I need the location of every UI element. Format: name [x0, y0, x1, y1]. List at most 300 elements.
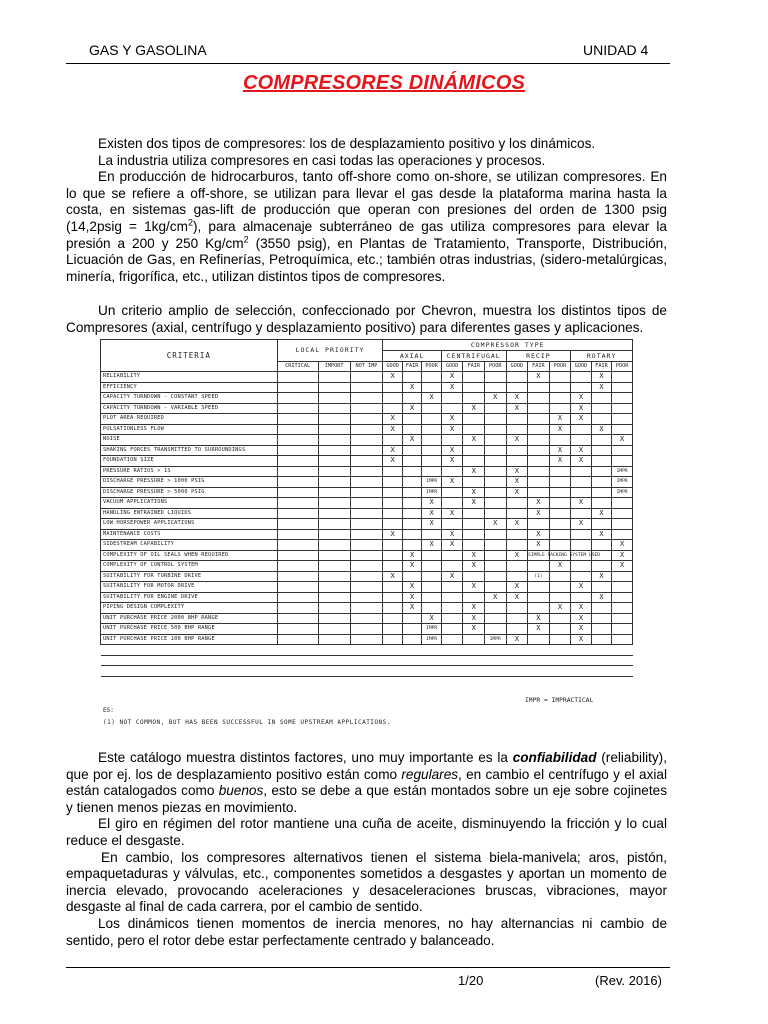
rating-cell	[463, 529, 485, 540]
priority-cell	[318, 414, 350, 425]
rating-cell	[549, 571, 571, 582]
rating-cell	[612, 613, 633, 624]
rating-cell	[422, 592, 442, 603]
rating-cell	[422, 603, 442, 614]
footer-rule	[66, 967, 670, 968]
rating-cell: X	[549, 561, 571, 572]
priority-cell	[277, 414, 318, 425]
rating-cell	[528, 435, 550, 446]
rating-cell	[484, 424, 506, 435]
rating-cell	[422, 456, 442, 467]
rating-cell	[441, 403, 463, 414]
rating-cell	[383, 613, 403, 624]
table-row	[101, 508, 633, 519]
rating-cell: X	[441, 445, 463, 456]
rating-cell	[484, 435, 506, 446]
confiabilidad-emphasis: confiabilidad	[512, 750, 597, 765]
rating-cell	[549, 592, 571, 603]
rating-cell: IMPR	[612, 466, 633, 477]
rating-cell	[506, 424, 528, 435]
criteria-label: PLOT AREA REQUIRED	[101, 414, 278, 425]
rating-sub-header: GOOD	[441, 362, 463, 372]
rating-cell	[383, 561, 403, 572]
compressor-type-header: COMPRESSOR TYPE	[383, 340, 633, 351]
rating-cell: X	[441, 477, 463, 488]
blank-cell	[591, 645, 612, 656]
blank-cell	[484, 645, 506, 656]
rating-cell	[528, 582, 550, 593]
rating-sub-header: POOR	[612, 362, 633, 372]
blank-cell	[549, 666, 571, 677]
rating-cell	[463, 592, 485, 603]
rating-cell: X	[402, 403, 422, 414]
rating-cell	[612, 445, 633, 456]
priority-cell	[318, 477, 350, 488]
blank-cell	[571, 655, 592, 666]
priority-cell	[277, 540, 318, 551]
rating-cell	[422, 582, 442, 593]
rating-cell	[549, 487, 571, 498]
rating-cell	[402, 445, 422, 456]
table-row	[101, 561, 633, 572]
priority-cell	[277, 403, 318, 414]
rating-cell: X	[441, 508, 463, 519]
rating-cell	[422, 571, 442, 582]
table-row	[101, 487, 633, 498]
rating-cell	[612, 571, 633, 582]
rating-cell: X	[528, 613, 550, 624]
criteria-label: SUITABILITY FOR MOTOR DRIVE	[101, 582, 278, 593]
priority-cell	[277, 582, 318, 593]
rating-cell	[441, 466, 463, 477]
rating-cell	[549, 393, 571, 404]
rating-cell	[528, 445, 550, 456]
priority-cell	[318, 393, 350, 404]
rating-cell: X	[506, 477, 528, 488]
rating-cell	[528, 603, 550, 614]
priority-cell	[350, 508, 383, 519]
blank-cell	[549, 655, 571, 666]
rating-cell	[463, 634, 485, 645]
rating-cell: X	[506, 550, 528, 561]
rating-cell: X	[591, 424, 612, 435]
rating-cell	[484, 414, 506, 425]
rating-cell: X	[463, 498, 485, 509]
blank-cell	[591, 666, 612, 677]
rating-cell: X	[591, 382, 612, 393]
rating-cell: X	[484, 519, 506, 530]
rating-cell	[463, 382, 485, 393]
criteria-table-scan	[100, 339, 635, 730]
priority-cell	[318, 592, 350, 603]
rating-cell	[441, 592, 463, 603]
rating-cell: X	[422, 613, 442, 624]
rating-cell	[383, 498, 403, 509]
rating-cell	[441, 393, 463, 404]
rating-cell	[591, 582, 612, 593]
rating-cell	[528, 477, 550, 488]
blank-cell	[277, 655, 318, 666]
blank-cell	[463, 666, 485, 677]
rating-cell	[506, 382, 528, 393]
criteria-label: FOUNDATION SIZE	[101, 456, 278, 467]
rating-cell	[612, 634, 633, 645]
priority-cell	[277, 624, 318, 635]
table-row	[101, 435, 633, 446]
rating-cell	[441, 550, 463, 561]
rating-cell	[422, 466, 442, 477]
rating-cell	[612, 382, 633, 393]
rating-cell	[549, 372, 571, 383]
rating-cell	[383, 393, 403, 404]
rating-cell	[383, 624, 403, 635]
criteria-label: CAPACITY TURNDOWN - VARIABLE SPEED	[101, 403, 278, 414]
rating-cell	[591, 519, 612, 530]
rating-cell: X	[571, 403, 592, 414]
rating-cell	[591, 445, 612, 456]
blank-cell	[277, 666, 318, 677]
rating-cell	[591, 498, 612, 509]
rating-cell	[441, 613, 463, 624]
rating-cell	[383, 592, 403, 603]
blank-cell	[422, 645, 442, 656]
rating-cell	[422, 445, 442, 456]
rating-cell: X	[549, 445, 571, 456]
intro-paragraph-1: Existen dos tipos de compresores: los de desplazamiento positivo y los dinámicos.	[98, 136, 596, 151]
priority-cell	[318, 529, 350, 540]
body-paragraph-3: En cambio, los compresores alternativos tienen el sistema biela-manivela; aros, pistón, empaquetaduras y válvulas, etc., componentes sometidos a desgastes y aportan un momento de inercia elevado, provocando aceleraciones y desaceleraciones bruscas, vibraciones, mayor desgaste al final de cada carrera, por el cambio de sentido.	[66, 849, 667, 915]
rating-cell	[591, 414, 612, 425]
blank-cell	[463, 655, 485, 666]
rating-cell	[441, 519, 463, 530]
rating-cell	[463, 456, 485, 467]
type-recip: RECIP	[506, 351, 571, 362]
rating-cell: X	[549, 414, 571, 425]
rating-cell	[571, 561, 592, 572]
priority-cell	[350, 466, 383, 477]
rating-cell: X	[463, 613, 485, 624]
rating-cell	[402, 424, 422, 435]
table-row	[101, 414, 633, 425]
priority-cell	[277, 561, 318, 572]
priority-cell	[277, 603, 318, 614]
rating-cell	[463, 508, 485, 519]
rating-cell	[571, 540, 592, 551]
rating-cell: X	[402, 550, 422, 561]
priority-cell	[350, 582, 383, 593]
rating-sub-header: POOR	[484, 362, 506, 372]
priority-cell	[277, 382, 318, 393]
rating-cell	[612, 456, 633, 467]
rating-cell	[383, 487, 403, 498]
rating-cell: X	[463, 550, 485, 561]
criteria-label: SUITABILITY FOR ENGINE DRIVE	[101, 592, 278, 603]
rating-cell	[484, 477, 506, 488]
blank-cell	[383, 655, 403, 666]
table-row	[101, 603, 633, 614]
rating-cell	[402, 571, 422, 582]
rating-cell	[506, 372, 528, 383]
rating-cell	[612, 519, 633, 530]
rating-cell	[484, 571, 506, 582]
priority-cell	[350, 571, 383, 582]
blank-cell	[549, 645, 571, 656]
priority-cell	[318, 456, 350, 467]
priority-cell	[277, 508, 318, 519]
rating-cell: X	[383, 571, 403, 582]
rating-cell	[612, 582, 633, 593]
header-unit: UNIDAD 4	[583, 42, 649, 58]
rating-cell	[571, 466, 592, 477]
rating-cell: X	[571, 603, 592, 614]
blank-cell	[612, 666, 633, 677]
criteria-label: VACUUM APPLICATIONS	[101, 498, 278, 509]
priority-cell	[318, 571, 350, 582]
rating-cell	[612, 529, 633, 540]
rating-cell: X	[402, 582, 422, 593]
rating-cell: X	[506, 582, 528, 593]
table-row	[101, 477, 633, 488]
priority-cell	[277, 424, 318, 435]
table-row	[101, 466, 633, 477]
rating-cell	[402, 487, 422, 498]
blank-cell	[571, 666, 592, 677]
rating-cell	[441, 435, 463, 446]
rating-cell: X	[549, 424, 571, 435]
rating-cell: (1)	[528, 571, 550, 582]
rating-sub-header: POOR	[422, 362, 442, 372]
rating-cell: X	[463, 435, 485, 446]
page-title: COMPRESORES DINÁMICOS	[242, 72, 525, 94]
body-section	[66, 750, 667, 949]
rating-cell	[506, 613, 528, 624]
rating-cell	[549, 477, 571, 488]
rating-cell	[528, 592, 550, 603]
rating-cell	[528, 561, 550, 572]
rating-cell	[484, 624, 506, 635]
rating-cell: SIMPLE PACKING SYSTEM USED	[528, 550, 550, 561]
rating-cell: X	[463, 466, 485, 477]
rating-cell: X	[591, 372, 612, 383]
rating-cell: IMPR	[612, 477, 633, 488]
rating-cell: X	[528, 529, 550, 540]
table-row	[101, 372, 633, 383]
rating-cell	[591, 487, 612, 498]
rating-cell	[484, 561, 506, 572]
rating-cell: X	[571, 393, 592, 404]
rating-cell: X	[402, 592, 422, 603]
rating-cell	[441, 498, 463, 509]
rating-cell	[402, 540, 422, 551]
blank-cell	[528, 655, 550, 666]
table-row	[101, 613, 633, 624]
table-row	[101, 571, 633, 582]
rating-cell: X	[463, 582, 485, 593]
priority-cell	[277, 529, 318, 540]
rating-cell: X	[441, 571, 463, 582]
rating-cell	[591, 477, 612, 488]
intro-paragraph-3: En producción de hidrocarburos, tanto off-shore como on-shore, se utilizan compresores. En lo que se refiere a off-shore, se utilizan para llevar el gas desde la plataforma marina hasta la costa, en sistemas gas-lift de producción que operan con presiones del orden de 1300 psig (14,2psig = $1kg/cm^2$), para almacenaje subterráneo de gas utiliza compresores para elevar la presión a 200 y 250 $Kg/cm^2$ (3550 psig), en Plantas de Tratamiento, Transporte, Distribución, Licuación de Gas, en Refinerías, Petroquímica, etc.; también otras industrias, (sidero-metalúrgicas, minería, frigorífica, etc., utilizan distintos tipos de compresores.	[66, 169, 667, 284]
criteria-label: PRESSURE RATIOS > 1S	[101, 466, 278, 477]
rating-cell	[402, 372, 422, 383]
rating-cell	[402, 529, 422, 540]
blank-cell	[350, 645, 383, 656]
rating-cell: X	[506, 466, 528, 477]
rating-cell	[528, 466, 550, 477]
criteria-header: CRITERIA	[101, 340, 278, 372]
rating-cell: X	[463, 403, 485, 414]
priority-cell	[277, 592, 318, 603]
rating-cell: X	[383, 424, 403, 435]
priority-cell	[350, 414, 383, 425]
priority-cell	[350, 561, 383, 572]
rating-cell	[383, 435, 403, 446]
rating-cell	[528, 634, 550, 645]
rating-cell	[383, 550, 403, 561]
rating-cell: X	[528, 540, 550, 551]
rating-sub-header: POOR	[549, 362, 571, 372]
priority-cell	[318, 382, 350, 393]
rating-cell	[549, 498, 571, 509]
priority-cell	[277, 613, 318, 624]
table-row	[101, 445, 633, 456]
blank-cell	[277, 645, 318, 656]
rating-cell	[528, 519, 550, 530]
chevron-paragraph	[66, 303, 667, 336]
rating-cell	[571, 424, 592, 435]
blank-cell	[383, 645, 403, 656]
rating-cell: X	[383, 456, 403, 467]
criteria-label: CAPACITY TURNDOWN - CONSTANT SPEED	[101, 393, 278, 404]
rating-cell	[528, 424, 550, 435]
rating-cell: X	[463, 624, 485, 635]
rating-cell: X	[549, 603, 571, 614]
blank-cell	[422, 655, 442, 666]
rating-cell: X	[591, 508, 612, 519]
priority-cell	[318, 603, 350, 614]
rating-cell	[441, 634, 463, 645]
blank-cell	[506, 655, 528, 666]
rating-cell: IMPR	[422, 624, 442, 635]
rating-cell: X	[591, 571, 612, 582]
rating-cell	[528, 403, 550, 414]
table-row	[101, 498, 633, 509]
criteria-label: COMPLEXITY OF OIL SEALS WHEN REQUIRED	[101, 550, 278, 561]
priority-cell	[277, 477, 318, 488]
blank-cell	[612, 645, 633, 656]
rating-cell	[484, 613, 506, 624]
rating-cell	[506, 508, 528, 519]
rating-cell	[422, 414, 442, 425]
rating-cell: X	[422, 540, 442, 551]
priority-cell	[277, 466, 318, 477]
rating-cell: X	[591, 592, 612, 603]
rating-cell: X	[402, 603, 422, 614]
priority-cell	[277, 372, 318, 383]
rating-cell	[484, 382, 506, 393]
rating-cell	[612, 508, 633, 519]
local-priority-sub-header: CRITICAL	[277, 362, 318, 372]
rating-cell	[612, 603, 633, 614]
rating-cell: X	[591, 529, 612, 540]
intro-section	[66, 136, 667, 285]
rating-cell	[528, 487, 550, 498]
criteria-table	[100, 339, 633, 677]
rating-cell	[422, 561, 442, 572]
rating-cell: X	[549, 456, 571, 467]
rating-cell	[402, 414, 422, 425]
rating-cell: X	[441, 540, 463, 551]
criteria-label: NOISE	[101, 435, 278, 446]
rating-cell: X	[463, 487, 485, 498]
rating-cell: X	[484, 393, 506, 404]
criteria-label: SHAKING FORCES TRANSMITTED TO SURROUNDINGS	[101, 445, 278, 456]
rating-cell: X	[441, 424, 463, 435]
blank-cell	[402, 655, 422, 666]
rating-cell: X	[528, 372, 550, 383]
table-row	[101, 529, 633, 540]
rating-cell	[402, 393, 422, 404]
priority-cell	[350, 624, 383, 635]
rating-cell	[383, 603, 403, 614]
priority-cell	[318, 372, 350, 383]
priority-cell	[350, 435, 383, 446]
rating-sub-header: FAIR	[463, 362, 485, 372]
rating-cell	[402, 508, 422, 519]
blank-cell	[101, 645, 278, 656]
rating-cell	[463, 540, 485, 551]
rating-cell	[549, 582, 571, 593]
rating-cell	[506, 414, 528, 425]
table-row	[101, 403, 633, 414]
rating-cell	[506, 561, 528, 572]
rating-cell	[402, 624, 422, 635]
priority-cell	[277, 498, 318, 509]
rating-cell	[571, 477, 592, 488]
priority-cell	[318, 540, 350, 551]
rating-cell	[484, 487, 506, 498]
rating-cell	[484, 603, 506, 614]
priority-cell	[277, 519, 318, 530]
rating-cell: X	[422, 498, 442, 509]
priority-cell	[350, 403, 383, 414]
rating-cell: X	[612, 540, 633, 551]
rating-cell	[612, 393, 633, 404]
priority-cell	[350, 445, 383, 456]
blank-cell	[101, 666, 278, 677]
priority-cell	[318, 435, 350, 446]
priority-cell	[350, 634, 383, 645]
criteria-label: PIPING DESIGN COMPLEXITY	[101, 603, 278, 614]
criteria-label: UNIT PURCHASE PRICE 500 BHP RANGE	[101, 624, 278, 635]
rating-cell	[528, 414, 550, 425]
criteria-label: UNIT PURCHASE PRICE 100 BHP RANGE	[101, 634, 278, 645]
local-priority-header: LOCAL PRIORITY	[277, 340, 383, 362]
priority-cell	[277, 487, 318, 498]
rating-cell	[463, 519, 485, 530]
rating-cell: X	[571, 498, 592, 509]
table-row	[101, 382, 633, 393]
priority-cell	[350, 372, 383, 383]
rating-cell	[422, 529, 442, 540]
blank-cell	[484, 655, 506, 666]
priority-cell	[318, 508, 350, 519]
rating-cell	[549, 634, 571, 645]
rating-cell	[549, 466, 571, 477]
rating-cell: X	[422, 393, 442, 404]
rating-cell	[506, 624, 528, 635]
rating-cell: X	[506, 393, 528, 404]
